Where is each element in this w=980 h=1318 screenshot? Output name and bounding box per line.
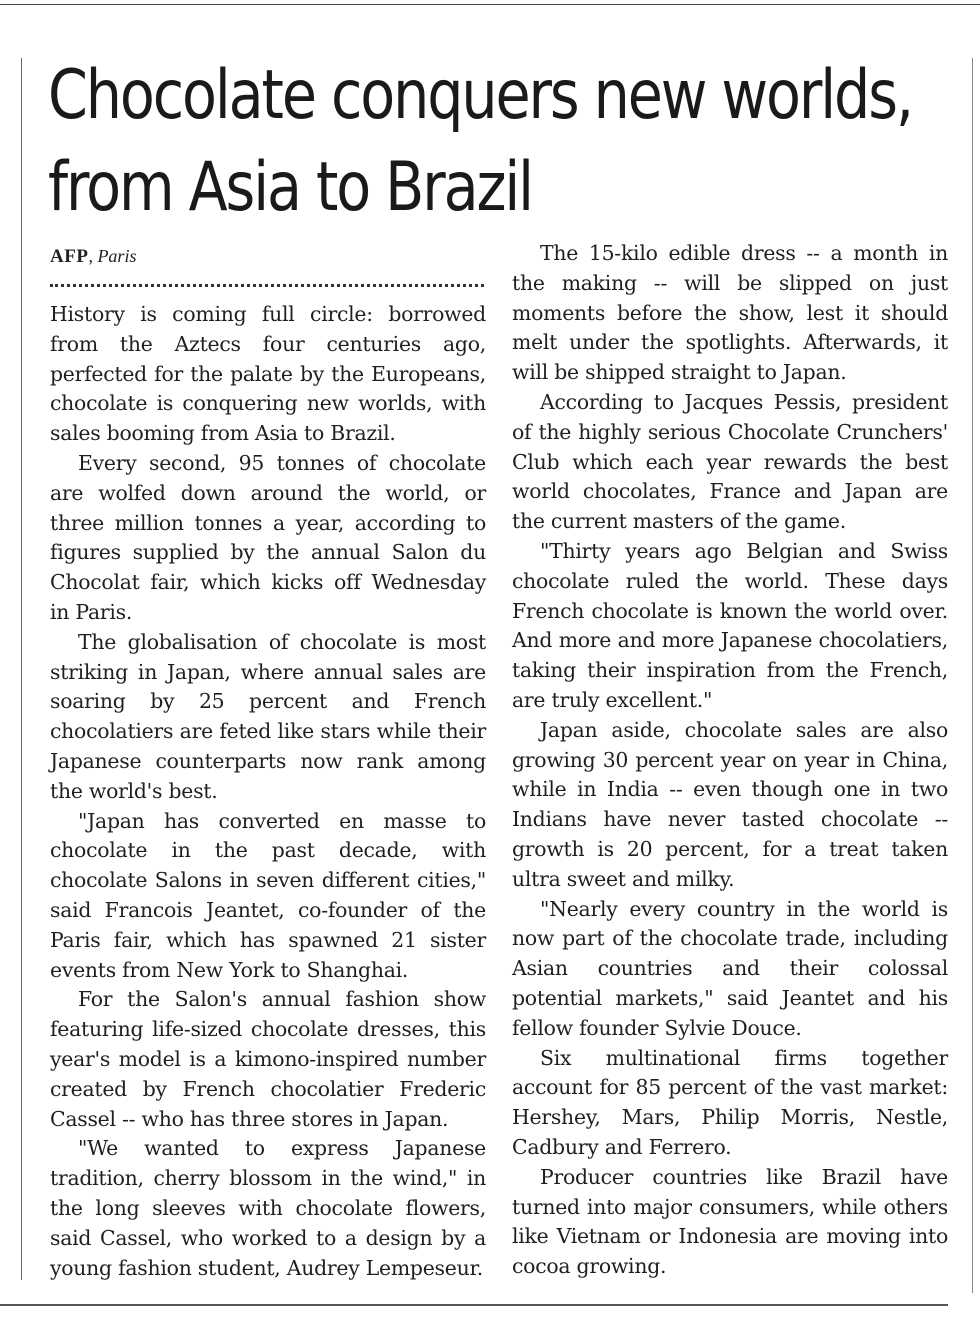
headline-line-2: from Asia to Brazil <box>48 148 532 227</box>
article-column-right <box>512 239 948 1282</box>
paragraph: "Japan has converted en masse to chocolate in the past decade, with chocolate Salons in seven different cities," said Francois Jeantet, co-founder of the Paris fair, which has spawned 21 sister events from New York to Shanghai. <box>50 808 486 982</box>
byline-separator: , <box>88 246 98 266</box>
paragraph: "Nearly every country in the world is now part of the chocolate trade, including Asian countries and their colossal potential markets," said Jeantet and his fellow founder Sylvie Douce. <box>512 896 948 1040</box>
paragraph: According to Jacques Pessis, president of the highly serious Chocolate Crunchers' Club which each year rewards the best world chocolates, France and Japan are the current masters of the game. <box>512 389 948 534</box>
bottom-border-rule <box>0 1304 948 1306</box>
paragraph: The 15-kilo edible dress -- a month in the making -- will be slipped on just moments before the show, lest it should melt under the spotlights. Afterwards, it will be shipped straight to Japan. <box>512 241 948 385</box>
headline-line-1: Chocolate conquers new worlds, <box>48 56 912 135</box>
byline-dotted-rule <box>50 284 484 287</box>
paragraph: The globalisation of chocolate is most striking in Japan, where annual sales are soaring by 25 percent and French chocolatiers are feted like stars while their Japanese counterparts now rank among the world's best. <box>50 629 486 803</box>
paragraph: Six multinational firms together account for 85 percent of the vast market: Hershey, Mars, Philip Morris, Nestle, Cadbury and Ferrero. <box>512 1045 948 1159</box>
paragraph: "We wanted to express Japanese tradition, cherry blossom in the wind," in the long sleeves with chocolate flowers, said Cassel, who worked to a design by a young fashion student, Audrey Lempeseur. <box>50 1136 486 1280</box>
paragraph: For the Salon's annual fashion show featuring life-sized chocolate dresses, this year's model is a kimono-inspired number created by French chocolatier Frederic Cassel -- who has three stores in Japan. <box>50 987 486 1131</box>
paragraph: History is coming full circle: borrowed from the Aztecs four centuries ago, perfected for the palate by the Europeans, chocolate is conquering new worlds, with sales booming from Asia to Brazil. <box>50 302 486 446</box>
left-column-rule <box>21 58 22 1280</box>
article-headline <box>48 50 912 234</box>
top-border-rule <box>0 4 980 5</box>
byline-agency: AFP <box>50 246 89 267</box>
paragraph: "Thirty years ago Belgian and Swiss chocolate ruled the world. These days French chocolate is known the world over. And more and more Japanese chocolatiers, taking their inspiration from the French, are truly excellent." <box>512 538 948 712</box>
paragraph: Japan aside, chocolate sales are also growing 30 percent year on year in China, while in India -- even though one in two Indians have never tasted chocolate -- growth is 20 percent, for a treat taken ultra sweet and milky. <box>512 717 948 891</box>
paragraph: Producer countries like Brazil have turned into major consumers, while others like Vietnam or Indonesia are moving into cocoa growing. <box>512 1164 948 1279</box>
paragraph: Every second, 95 tonnes of chocolate are wolfed down around the world, or three million tonnes a year, according to figures supplied by the annual Salon du Chocolat fair, which kicks off Wednesday in Paris. <box>50 450 486 624</box>
article-column-left <box>50 300 486 1283</box>
byline-city: Paris <box>97 246 137 266</box>
byline <box>50 246 136 268</box>
right-column-rule <box>972 58 973 1293</box>
